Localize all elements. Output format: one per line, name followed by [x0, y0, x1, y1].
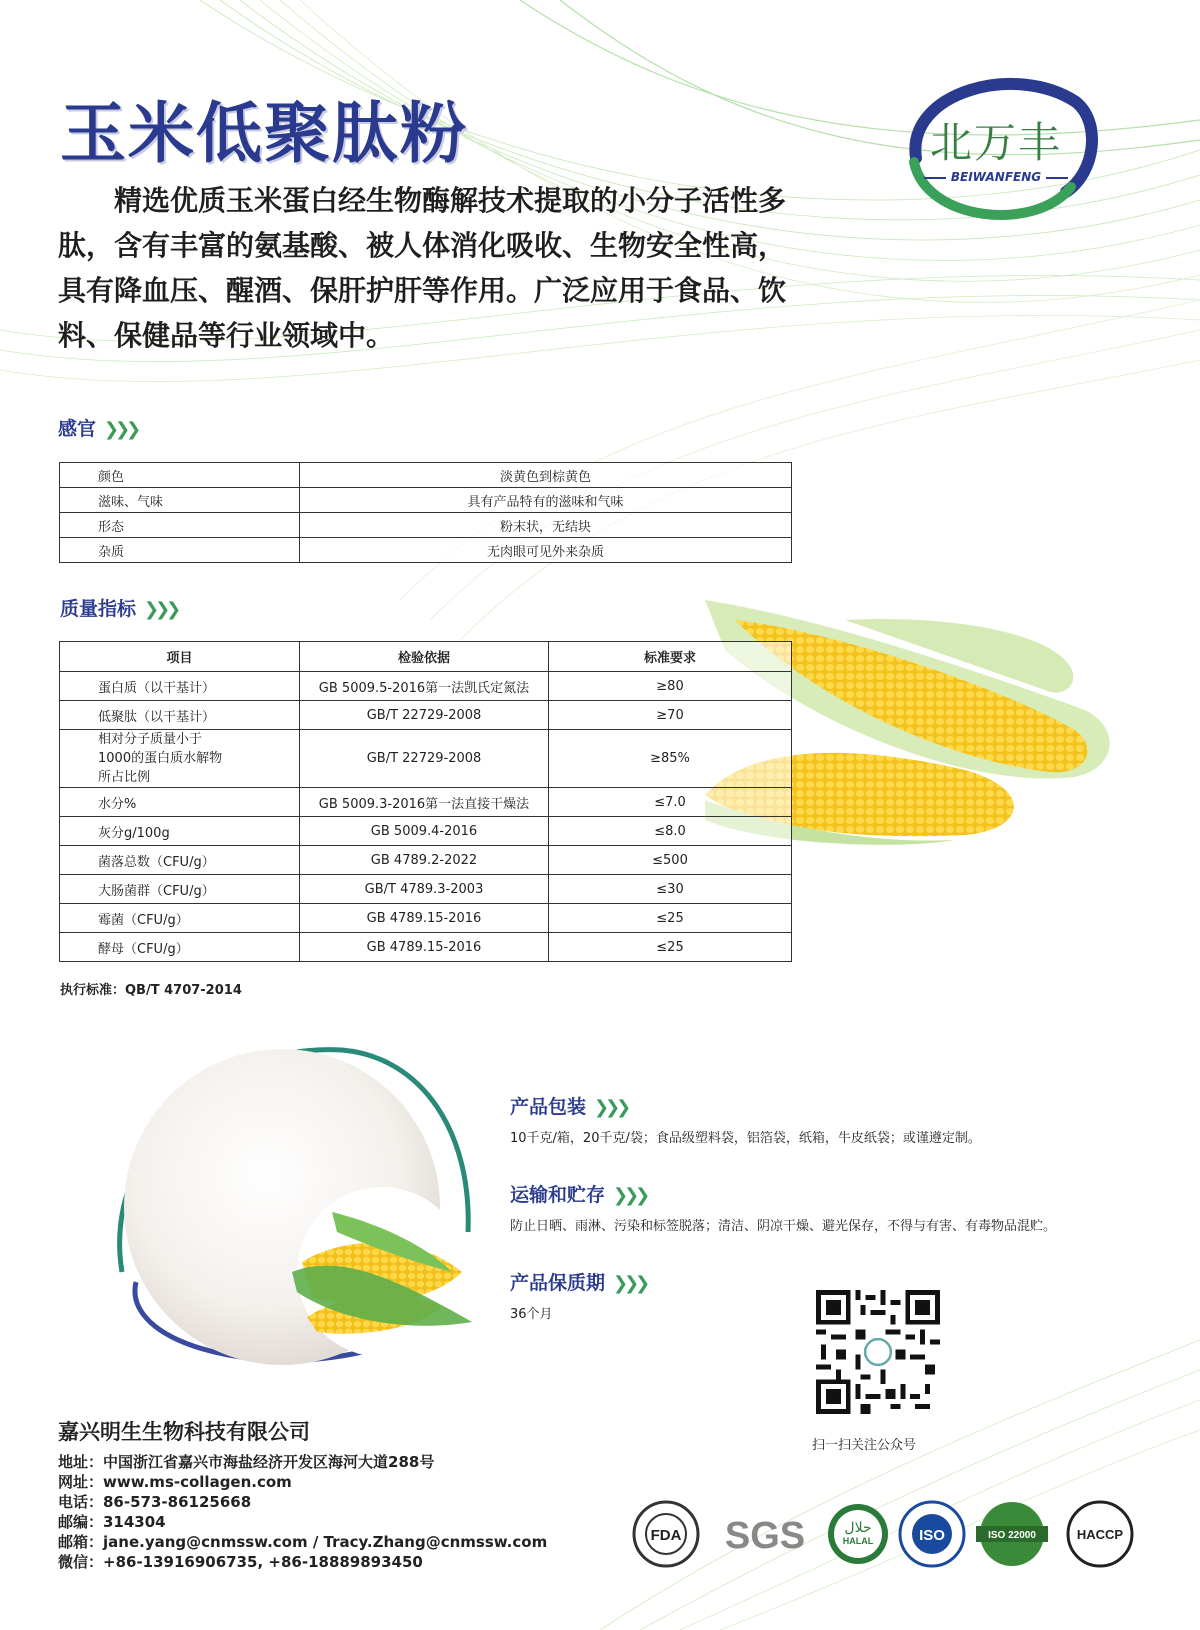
quality-basis: GB/T 4789.3-2003: [300, 875, 549, 904]
quality-basis: GB 5009.5-2016第一法凯氏定氮法: [300, 672, 549, 701]
sensory-table: [59, 462, 792, 563]
sensory-item: 颜色: [60, 463, 300, 488]
execution-standard: 执行标准：QB/T 4707-2014: [60, 983, 242, 998]
intro-paragraph: [58, 178, 798, 358]
quality-heading: [60, 594, 177, 621]
sensory-value: 淡黄色到棕黄色: [300, 463, 792, 488]
quality-item: 大肠菌群（CFU/g）: [60, 875, 300, 904]
brand-logo: [896, 62, 1108, 234]
svg-text:FDA: FDA: [650, 1527, 682, 1544]
certification-badges: [630, 1498, 1150, 1570]
sensory-heading: [58, 414, 137, 441]
table-row: [60, 817, 792, 846]
sensory-item: 形态: [60, 513, 300, 538]
sensory-item: 滋味、气味: [60, 488, 300, 513]
quality-requirement: ≤500: [549, 846, 792, 875]
table-header-row: [60, 642, 792, 672]
storage-text: 防止日晒、雨淋、污染和标签脱落；清洁、阴凉干燥、避光保存，不得与有害、有毒物品混贮。: [510, 1219, 1057, 1234]
svg-text:HACCP: HACCP: [1076, 1527, 1124, 1542]
quality-requirement: ≤8.0: [549, 817, 792, 846]
quality-requirement: ≤7.0: [549, 788, 792, 817]
quality-requirement: ≥70: [549, 701, 792, 730]
shelf-life-section: [510, 1268, 646, 1322]
table-row: [60, 875, 792, 904]
quality-requirement: ≤30: [549, 875, 792, 904]
shelf-life-heading-label: 产品保质期: [510, 1272, 606, 1294]
quality-item: 低聚肽（以干基计）: [60, 701, 300, 730]
address: 地址：中国浙江省嘉兴市海盐经济开发区海河大道288号: [58, 1453, 435, 1471]
company-name: 嘉兴明生生物科技有限公司: [58, 1420, 310, 1444]
logo-subtitle: BEIWANFENG: [896, 170, 1096, 184]
qr-code[interactable]: [816, 1290, 940, 1414]
storage-heading: [510, 1180, 1056, 1207]
svg-text:SGS: SGS: [724, 1515, 806, 1557]
packaging-section: [510, 1092, 981, 1146]
iso22000-badge-icon: [976, 1502, 1048, 1566]
sensory-value: 粉末状，无结块: [300, 513, 792, 538]
quality-basis: GB 4789.15-2016: [300, 933, 549, 962]
contact-info: [58, 1452, 547, 1572]
table-row: [60, 933, 792, 962]
table-row: [60, 730, 792, 788]
intro-text: 精选优质玉米蛋白经生物酶解技术提取的小分子活性多肽，含有丰富的氨基酸、被人体消化吸收、生物安全性高，具有降血压、醒酒、保肝护肝等作用。广泛应用于食品、饮料、保健品等行业领域中。: [58, 184, 787, 352]
halal-badge-icon: [828, 1504, 888, 1564]
quality-heading-label: 质量指标: [60, 598, 137, 620]
table-row: [60, 788, 792, 817]
powder-plate-image: [92, 1032, 488, 1372]
table-row: [60, 904, 792, 933]
logo-name: 北万丰: [929, 118, 1062, 167]
table-row: [60, 513, 792, 538]
quality-item: 蛋白质（以干基计）: [60, 672, 300, 701]
chevrons-icon: ❯❯❯: [594, 1097, 628, 1118]
quality-requirement: ≥85%: [549, 730, 792, 788]
sensory-value: 具有产品特有的滋味和气味: [300, 488, 792, 513]
chevrons-icon: ❯❯❯: [613, 1185, 647, 1206]
phone: 电话：86-573-86125668: [58, 1493, 252, 1511]
page-title: 玉米低聚肽粉: [60, 95, 468, 172]
postcode: 邮编：314304: [58, 1513, 166, 1531]
iso-badge-icon: [900, 1502, 964, 1566]
quality-requirement: ≤25: [549, 933, 792, 962]
quality-requirement: ≤25: [549, 904, 792, 933]
table-row: [60, 701, 792, 730]
quality-basis: GB/T 22729-2008: [300, 730, 549, 788]
table-row: [60, 488, 792, 513]
sgs-badge-icon: [725, 1515, 805, 1557]
svg-text:ISO 22000: ISO 22000: [988, 1530, 1036, 1541]
quality-basis: GB 5009.3-2016第一法直接干燥法: [300, 788, 549, 817]
column-header: 项目: [60, 642, 300, 672]
table-row: [60, 463, 792, 488]
haccp-badge-icon: [1068, 1502, 1132, 1566]
quality-item: 霉菌（CFU/g）: [60, 904, 300, 933]
quality-basis: GB/T 22729-2008: [300, 701, 549, 730]
chevrons-icon: ❯❯❯: [104, 419, 138, 440]
quality-basis: GB 5009.4-2016: [300, 817, 549, 846]
email-link[interactable]: 邮箱：jane.yang@cnmssw.com / Tracy.Zhang@cnmssw.com: [58, 1533, 548, 1551]
packaging-text: 10千克/箱，20千克/袋；食品级塑料袋，铝箔袋，纸箱，牛皮纸袋；或谨遵定制。: [510, 1131, 981, 1146]
quality-requirement: ≥80: [549, 672, 792, 701]
powder-photo: [92, 1032, 488, 1372]
website-link[interactable]: 网址：www.ms-collagen.com: [58, 1473, 292, 1491]
sensory-item: 杂质: [60, 538, 300, 563]
qr-caption: 扫一扫关注公众号: [812, 1438, 917, 1453]
shelf-life-text: 36个月: [510, 1307, 553, 1322]
quality-basis: GB 4789.2-2022: [300, 846, 549, 875]
svg-text:HALAL: HALAL: [842, 1536, 874, 1546]
packaging-heading: [510, 1092, 981, 1119]
wechat: 微信：+86-13916906735, +86-18889893450: [58, 1553, 423, 1571]
table-row: [60, 846, 792, 875]
quality-item: 酵母（CFU/g）: [60, 933, 300, 962]
quality-item: 相对分子质量小于1000的蛋白质水解物所占比例: [60, 730, 300, 788]
svg-text:حلال: حلال: [844, 1520, 872, 1536]
quality-item: 灰分g/100g: [60, 817, 300, 846]
storage-section: [510, 1180, 1056, 1234]
quality-item: 菌落总数（CFU/g）: [60, 846, 300, 875]
chevrons-icon: ❯❯❯: [613, 1273, 647, 1294]
quality-item: 水分%: [60, 788, 300, 817]
quality-table: [59, 641, 792, 962]
sensory-heading-label: 感官: [58, 418, 97, 440]
column-header: 标准要求: [549, 642, 792, 672]
table-row: [60, 538, 792, 563]
fda-badge-icon: [634, 1502, 698, 1566]
quality-basis: GB 4789.15-2016: [300, 904, 549, 933]
sensory-value: 无肉眼可见外来杂质: [300, 538, 792, 563]
chevrons-icon: ❯❯❯: [144, 599, 178, 620]
svg-text:ISO: ISO: [919, 1527, 945, 1544]
shelf-life-heading: [510, 1268, 646, 1295]
table-row: [60, 672, 792, 701]
column-header: 检验依据: [300, 642, 549, 672]
packaging-heading-label: 产品包装: [510, 1096, 587, 1118]
storage-heading-label: 运输和贮存: [510, 1184, 606, 1206]
